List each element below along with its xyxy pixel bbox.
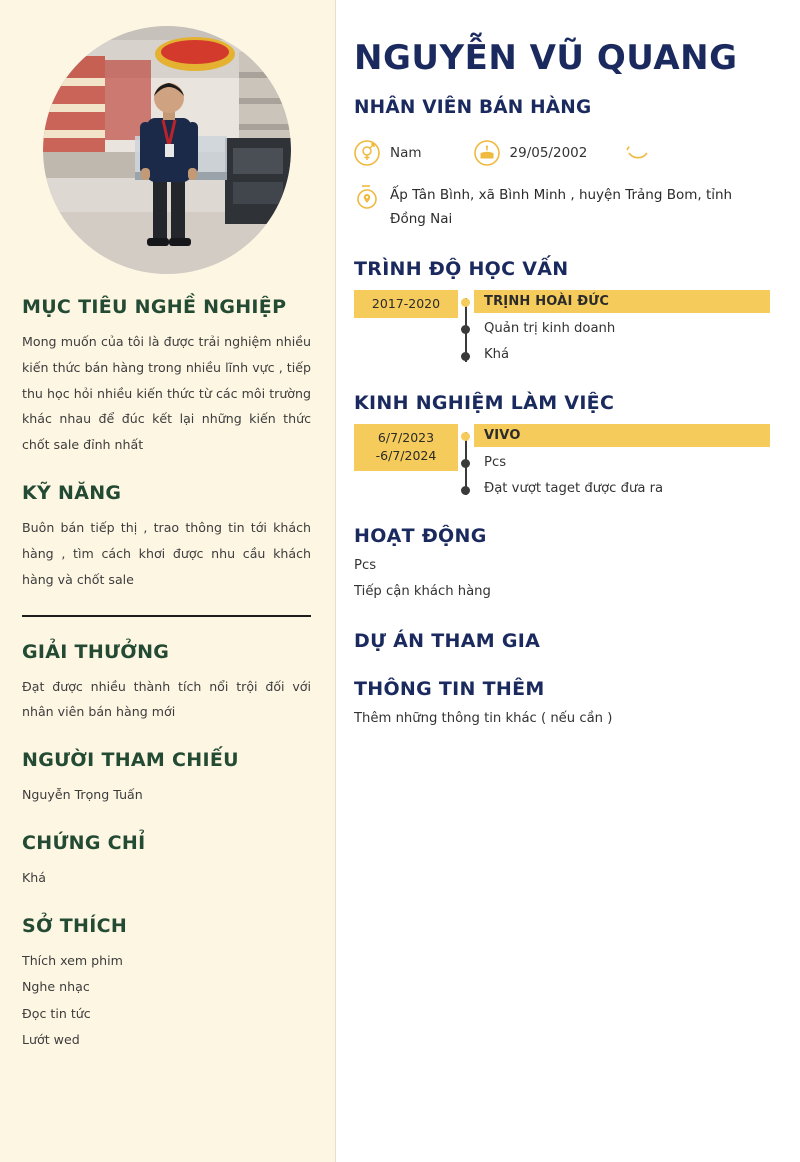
section-reference [22, 749, 311, 808]
reference-body: Nguyễn Trọng Tuấn [22, 787, 143, 803]
timeline-dot [461, 298, 470, 307]
education-result: Khá [484, 347, 510, 363]
education-school: TRỊNH HOÀI ĐỨC [474, 290, 770, 313]
skills-title: KỸ NĂNG [22, 482, 122, 505]
location-icon [354, 184, 380, 210]
profile-photo-image [43, 26, 291, 274]
page-title: NGUYỄN VŨ QUANG [354, 38, 738, 78]
education-date: 2017-2020 [354, 290, 458, 319]
awards-title: GIẢI THƯỞNG [22, 640, 170, 663]
section-projects [354, 630, 770, 652]
contact-row-primary [354, 140, 770, 166]
experience-entry [354, 424, 770, 500]
education-date-col [354, 290, 458, 366]
hobbies-list [22, 948, 311, 1054]
certificate-title: CHỨNG CHỈ [22, 831, 146, 854]
section-certificate [22, 832, 311, 891]
activities-title: HOẠT ĐỘNG [354, 525, 487, 548]
main-content [336, 0, 800, 1162]
profile-photo [43, 26, 291, 274]
contact-gender [380, 145, 422, 161]
experience-company: VIVO [474, 424, 770, 447]
list-item: Nghe nhạc [22, 979, 90, 995]
more-info-line: Thêm những thông tin khác ( nếu cần ) [354, 710, 613, 726]
activities-line: Pcs [354, 558, 377, 574]
birthdate-value: 29/05/2002 [509, 145, 588, 162]
awards-body: Đạt được nhiều thành tích nổi trội đối với nhân viên bán hàng mới [22, 678, 311, 720]
experience-role: Pcs [484, 454, 507, 470]
list-item: Lướt wed [22, 1032, 80, 1048]
timeline-dot [461, 352, 470, 361]
more-info-body [354, 706, 770, 731]
experience-date-start: 6/7/2023 [377, 429, 435, 445]
education-major: Quản trị kinh doanh [484, 320, 616, 336]
gender-icon [354, 140, 380, 166]
section-skills [22, 482, 311, 592]
contact-birthdate [500, 145, 588, 161]
section-education [354, 258, 770, 366]
timeline-axis [458, 290, 474, 366]
hobbies-title: SỞ THÍCH [22, 914, 128, 937]
timeline-dot [461, 432, 470, 441]
objective-body: Mong muốn của tôi là được trải nghiệm nhiều kiến thức bán hàng trong nhiều lĩnh vực , tiếp thu học hỏi nhiều kiến thức từ các môi trường khác nhau để đúc kết lại những kiến thức chốt sale đỉnh nhất [22, 334, 311, 453]
experience-date-col [354, 424, 458, 500]
timeline-axis [458, 424, 474, 500]
section-experience [354, 392, 770, 500]
experience-date-end: -6/7/2024 [375, 448, 437, 464]
left-sidebar [0, 0, 336, 1162]
gender-value: Nam [390, 145, 422, 162]
job-title: NHÂN VIÊN BÁN HÀNG [354, 97, 592, 119]
skills-body: Buôn bán tiếp thị , trao thông tin tới khách hàng , tìm cách khơi được nhu cầu khách hàng và chốt sale [22, 520, 311, 587]
experience-date [354, 424, 458, 472]
contact-row-address [354, 184, 770, 231]
activities-body [354, 553, 770, 603]
objective-title: MỤC TIÊU NGHỀ NGHIỆP [22, 296, 287, 318]
certificate-body: Khá [22, 869, 46, 885]
section-activities [354, 525, 770, 603]
section-awards [22, 641, 311, 726]
reference-title: NGƯỜI THAM CHIẾU [22, 749, 239, 772]
address-value: Ấp Tân Bình, xã Bình Minh , huyện Trảng Bom, tỉnh Đồng Nai [390, 187, 733, 228]
list-item: Đọc tin tức [22, 1005, 91, 1021]
phone-icon [625, 140, 651, 166]
experience-detail [474, 424, 770, 500]
education-entry [354, 290, 770, 366]
education-title: TRÌNH ĐỘ HỌC VẤN [354, 257, 569, 280]
projects-title: DỰ ÁN THAM GIA [354, 629, 541, 652]
more-info-title: THÔNG TIN THÊM [354, 677, 545, 700]
section-divider [22, 615, 311, 617]
timeline-dot [461, 325, 470, 334]
education-detail [474, 290, 770, 366]
section-objective [22, 296, 311, 458]
list-item: Thích xem phim [22, 952, 123, 968]
timeline-dot [461, 486, 470, 495]
section-more-info [354, 678, 770, 731]
activities-line: Tiếp cận khách hàng [354, 583, 491, 599]
timeline-dot [461, 459, 470, 468]
experience-title: KINH NGHIỆM LÀM VIỆC [354, 391, 615, 414]
section-hobbies [22, 915, 311, 1054]
experience-detail-text: Đạt vượt taget được đưa ra [484, 481, 664, 496]
cake-icon [474, 140, 500, 166]
